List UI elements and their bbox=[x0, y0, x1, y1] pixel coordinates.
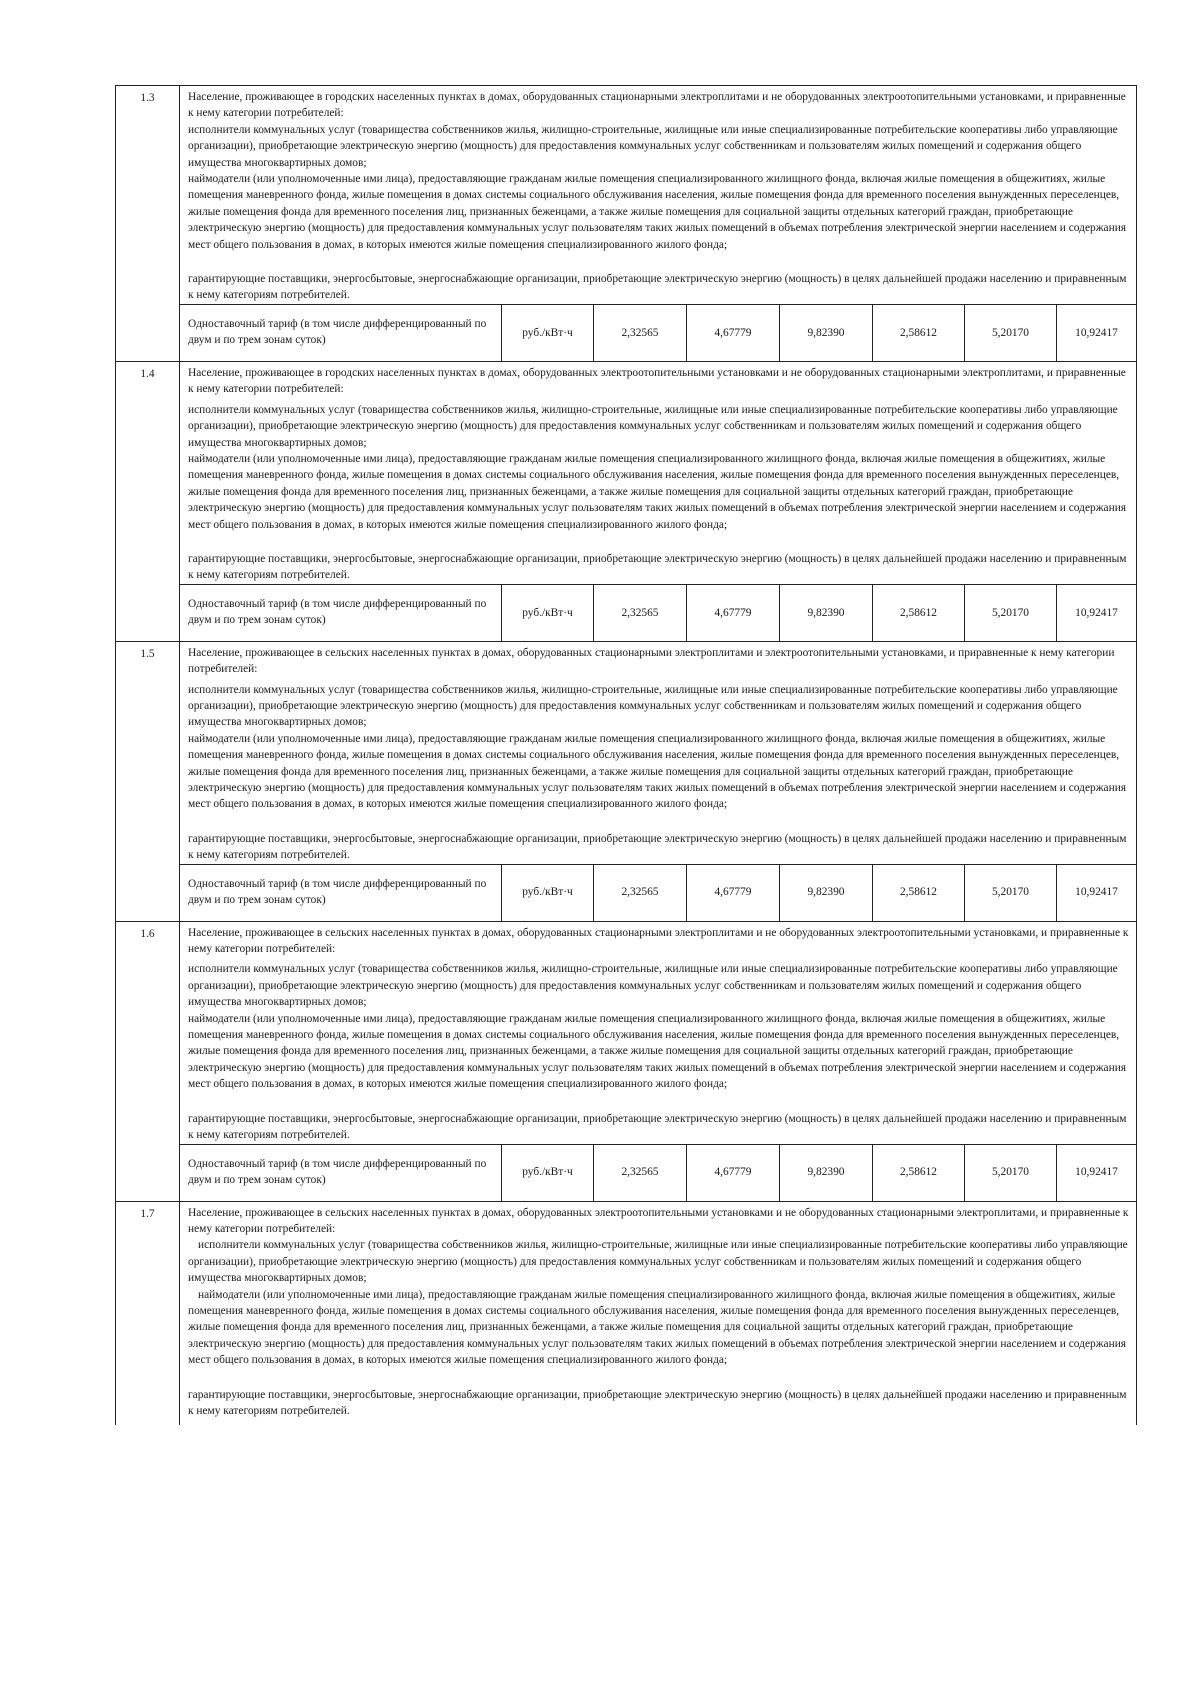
section-description bbox=[180, 1201, 1137, 1425]
category-heading: Население, проживающее в городских населенных пунктах в домах, оборудованных стационарными электроплитами и не оборудованных электроотопительными установками, и приравненные к нему категории потребителей: bbox=[188, 91, 1126, 120]
tariff-rate-row bbox=[116, 1144, 1137, 1201]
landlords-text: наймодатели (или уполномоченные ими лица), предоставляющие гражданам жилые помещения специализированного жилищного фонда, включая жилые помещения в общежитиях, жилые помещения маневренного фонда, жилые помещения в домах системы социального обслуживания населения, жилые помещения фонда для временного поселения вынужденных переселенцев, жилые помещения фонда для временного поселения лиц, признанных беженцами, а также жилые помещения для социальной защиты отдельных категорий граждан, приобретающие электрическую энергию (мощность) для предоставления коммунальных услуг пользователям таких жилых помещений в объемах потребления электрической энергии населением и содержания мест общего пользования в домах, в которых имеются жилые помещения специализированного жилого фонда; bbox=[188, 452, 1127, 531]
executors-text: исполнители коммунальных услуг (товарищества собственников жилья, жилищно-строительные, жилищные или иные специализированные потребительские кооперативы либо управляющие организации), приобретающие электрическую энергию (мощность) для предоставления коммунальных услуг собственникам и пользователям жилых помещений и содержания общего имущества многоквартирных домов; bbox=[188, 963, 1118, 1009]
section-row-1-7 bbox=[116, 1201, 1137, 1425]
unit-cell: руб./кВт·ч bbox=[502, 864, 594, 921]
tariff-table bbox=[115, 85, 1137, 1425]
suppliers-text: гарантирующие поставщики, энергосбытовые, энергоснабжающие организации, приобретающие электрическую энергию (мощность) в целях дальнейшей продажи населению и приравненным к нему категориям потребителей. bbox=[188, 273, 1127, 302]
suppliers-text: гарантирующие поставщики, энергосбытовые, энергоснабжающие организации, приобретающие электрическую энергию (мощность) в целях дальнейшей продажи населению и приравненным к нему категориям потребителей. bbox=[188, 1388, 1127, 1417]
value-cell: 4,67779 bbox=[687, 584, 780, 641]
section-row-1-4 bbox=[116, 361, 1137, 584]
value-cell: 5,20170 bbox=[965, 304, 1057, 361]
landlords-text: наймодатели (или уполномоченные ими лица), предоставляющие гражданам жилые помещения специализированного жилищного фонда, включая жилые помещения в общежитиях, жилые помещения маневренного фонда, жилые помещения в домах системы социального обслуживания населения, жилые помещения фонда для временного поселения вынужденных переселенцев, жилые помещения фонда для временного поселения лиц, признанных беженцами, а также жилые помещения для социальной защиты отдельных категорий граждан, приобретающие электрическую энергию (мощность) для предоставления коммунальных услуг пользователям таких жилых помещений в объемах потребления электрической энергии населением и содержания мест общего пользования в домах, в которых имеются жилые помещения специализированного жилого фонда; bbox=[188, 1012, 1127, 1091]
section-row-1-3 bbox=[116, 86, 1137, 305]
value-cell: 10,92417 bbox=[1057, 864, 1137, 921]
section-description bbox=[180, 86, 1137, 305]
executors-text: исполнители коммунальных услуг (товарищества собственников жилья, жилищно-строительные, жилищные или иные специализированные потребительские кооперативы либо управляющие организации), приобретающие электрическую энергию (мощность) для предоставления коммунальных услуг собственникам и пользователям жилых помещений и содержания общего имущества многоквартирных домов; bbox=[188, 123, 1118, 169]
value-cell: 5,20170 bbox=[965, 584, 1057, 641]
value-cell: 2,58612 bbox=[873, 304, 965, 361]
section-description bbox=[180, 641, 1137, 864]
rate-label: Одноставочный тариф (в том числе дифференцированный по двум и по трем зонам суток) bbox=[180, 1144, 502, 1201]
value-cell: 4,67779 bbox=[687, 864, 780, 921]
landlords-text: наймодатели (или уполномоченные ими лица), предоставляющие гражданам жилые помещения специализированного жилищного фонда, включая жилые помещения в общежитиях, жилые помещения маневренного фонда, жилые помещения в домах системы социального обслуживания населения, жилые помещения фонда для временного поселения вынужденных переселенцев, жилые помещения фонда для временного поселения лиц, признанных беженцами, а также жилые помещения для социальной защиты отдельных категорий граждан, приобретающие электрическую энергию (мощность) для предоставления коммунальных услуг пользователям таких жилых помещений в объемах потребления электрической энергии населением и содержания мест общего пользования в домах, в которых имеются жилые помещения специализированного жилого фонда; bbox=[188, 173, 1127, 251]
category-heading: Население, проживающее в сельских населенных пунктах в домах, оборудованных стационарными электроплитами и не оборудованных электроотопительными установками, и приравненные к нему категории потребителей: bbox=[188, 926, 1129, 956]
value-cell: 2,32565 bbox=[594, 864, 687, 921]
suppliers-text: гарантирующие поставщики, энергосбытовые, энергоснабжающие организации, приобретающие электрическую энергию (мощность) в целях дальнейшей продажи населению и приравненным к нему категориям потребителей. bbox=[188, 832, 1127, 862]
section-row-1-6 bbox=[116, 921, 1137, 1144]
value-cell: 5,20170 bbox=[965, 864, 1057, 921]
row-number: 1.4 bbox=[116, 361, 180, 641]
category-heading: Население, проживающее в сельских населенных пунктах в домах, оборудованных электроотопительными установками и не оборудованных стационарными электроплитами, и приравненные к нему категории потребителей: bbox=[188, 1206, 1129, 1235]
value-cell: 10,92417 bbox=[1057, 304, 1137, 361]
value-cell: 5,20170 bbox=[965, 1144, 1057, 1201]
executors-text: исполнители коммунальных услуг (товарищества собственников жилья, жилищно-строительные, жилищные или иные специализированные потребительские кооперативы либо управляющие организации), приобретающие электрическую энергию (мощность) для предоставления коммунальных услуг собственникам и пользователям жилых помещений и содержания общего имущества многоквартирных домов; bbox=[188, 683, 1118, 729]
value-cell: 2,58612 bbox=[873, 1144, 965, 1201]
section-description bbox=[180, 921, 1137, 1144]
value-cell: 9,82390 bbox=[780, 1144, 873, 1201]
value-cell: 10,92417 bbox=[1057, 1144, 1137, 1201]
rate-label: Одноставочный тариф (в том числе дифференцированный по двум и по трем зонам суток) bbox=[180, 864, 502, 921]
value-cell: 2,58612 bbox=[873, 864, 965, 921]
row-number: 1.5 bbox=[116, 641, 180, 921]
value-cell: 4,67779 bbox=[687, 304, 780, 361]
rate-label: Одноставочный тариф (в том числе дифференцированный по двум и по трем зонам суток) bbox=[180, 304, 502, 361]
suppliers-text: гарантирующие поставщики, энергосбытовые, энергоснабжающие организации, приобретающие электрическую энергию (мощность) в целях дальнейшей продажи населению и приравненным к нему категориям потребителей. bbox=[188, 552, 1127, 582]
category-heading: Население, проживающее в городских населенных пунктах в домах, оборудованных электроотопительными установками и не оборудованных стационарными электроплитами, и приравненные к нему категории потребителей: bbox=[188, 366, 1126, 396]
value-cell: 4,67779 bbox=[687, 1144, 780, 1201]
value-cell: 2,58612 bbox=[873, 584, 965, 641]
tariff-rate-row bbox=[116, 864, 1137, 921]
value-cell: 9,82390 bbox=[780, 584, 873, 641]
value-cell: 2,32565 bbox=[594, 304, 687, 361]
executors-text: исполнители коммунальных услуг (товарищества собственников жилья, жилищно-строительные, жилищные или иные специализированные потребительские кооперативы либо управляющие организации), приобретающие электрическую энергию (мощность) для предоставления коммунальных услуг собственникам и пользователям жилых помещений и содержания общего имущества многоквартирных домов; bbox=[188, 1239, 1128, 1285]
row-number: 1.6 bbox=[116, 921, 180, 1201]
section-row-1-5 bbox=[116, 641, 1137, 864]
unit-cell: руб./кВт·ч bbox=[502, 1144, 594, 1201]
category-heading: Население, проживающее в сельских населенных пунктах в домах, оборудованных стационарными электроплитами и электроотопительными установками, и приравненные к нему категории потребителей: bbox=[188, 646, 1115, 676]
document-page bbox=[115, 85, 1135, 1425]
executors-text: исполнители коммунальных услуг (товарищества собственников жилья, жилищно-строительные, жилищные или иные специализированные потребительские кооперативы либо управляющие организации), приобретающие электрическую энергию (мощность) для предоставления коммунальных услуг собственникам и пользователям жилых помещений и содержания общего имущества многоквартирных домов; bbox=[188, 403, 1118, 449]
value-cell: 9,82390 bbox=[780, 864, 873, 921]
value-cell: 2,32565 bbox=[594, 1144, 687, 1201]
row-number: 1.7 bbox=[116, 1201, 180, 1425]
landlords-text: наймодатели (или уполномоченные ими лица), предоставляющие гражданам жилые помещения специализированного жилищного фонда, включая жилые помещения в общежитиях, жилые помещения маневренного фонда, жилые помещения в домах системы социального обслуживания населения, жилые помещения фонда для временного поселения вынужденных переселенцев, жилые помещения фонда для временного поселения лиц, признанных беженцами, а также жилые помещения для социальной защиты отдельных категорий граждан, приобретающие электрическую энергию (мощность) для предоставления коммунальных услуг пользователям таких жилых помещений в объемах потребления электрической энергии населением и содержания мест общего пользования в домах, в которых имеются жилые помещения специализированного жилого фонда; bbox=[188, 732, 1127, 811]
landlords-text: наймодатели (или уполномоченные ими лица), предоставляющие гражданам жилые помещения специализированного жилищного фонда, включая жилые помещения в общежитиях, жилые помещения маневренного фонда, жилые помещения в домах системы социального обслуживания населения, жилые помещения фонда для временного поселения вынужденных переселенцев, жилые помещения фонда для временного поселения лиц, признанных беженцами, а также жилые помещения для социальной защиты отдельных категорий граждан, приобретающие электрическую энергию (мощность) для предоставления коммунальных услуг пользователям таких жилых помещений в объемах потребления электрической энергии населением и содержания мест общего пользования в домах, в которых имеются жилые помещения специализированного жилого фонда; bbox=[188, 1288, 1127, 1367]
row-number: 1.3 bbox=[116, 86, 180, 362]
value-cell: 10,92417 bbox=[1057, 584, 1137, 641]
value-cell: 9,82390 bbox=[780, 304, 873, 361]
unit-cell: руб./кВт·ч bbox=[502, 304, 594, 361]
suppliers-text: гарантирующие поставщики, энергосбытовые, энергоснабжающие организации, приобретающие электрическую энергию (мощность) в целях дальнейшей продажи населению и приравненным к нему категориям потребителей. bbox=[188, 1112, 1127, 1142]
value-cell: 2,32565 bbox=[594, 584, 687, 641]
unit-cell: руб./кВт·ч bbox=[502, 584, 594, 641]
section-description bbox=[180, 361, 1137, 584]
rate-label: Одноставочный тариф (в том числе дифференцированный по двум и по трем зонам суток) bbox=[180, 584, 502, 641]
tariff-rate-row bbox=[116, 304, 1137, 361]
tariff-rate-row bbox=[116, 584, 1137, 641]
